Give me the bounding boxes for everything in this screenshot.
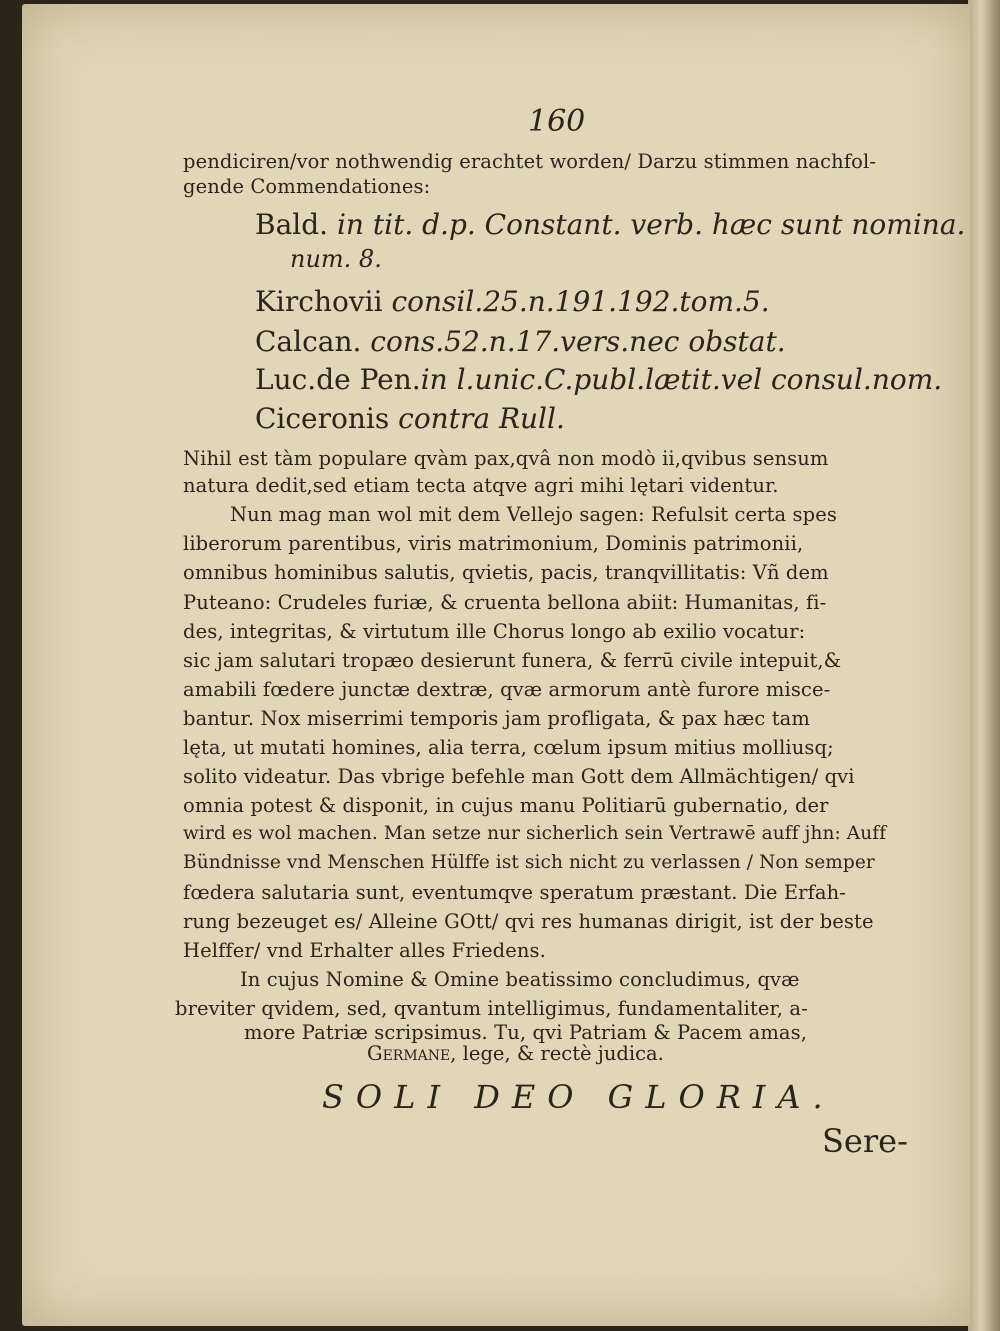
citation-line	[255, 402, 565, 435]
citation-work: in l.unic.C.publ.lætit.vel consul.nom.	[420, 363, 943, 396]
body-line: omnia potest & disponit, in cujus manu Politiarū gubernatio, der	[183, 794, 829, 817]
body-line: Nun mag man wol mit dem Vellejo sagen: Refulsit certa spes	[230, 503, 837, 526]
book-spine-edge	[968, 0, 1000, 1331]
citation-line	[290, 245, 382, 273]
body-line: rung bezeuget es/ Alleine GOtt/ qvi res humanas dirigit, ist der beste	[183, 910, 874, 933]
citation-author: Kirchovii	[255, 285, 383, 318]
closing-line: In cujus Nomine & Omine beatissimo concludimus, qvæ	[240, 968, 800, 991]
body-line: wird es wol machen. Man setze nur sicherlich sein Vertrawē auff jhn: Auff	[183, 823, 887, 844]
citation-line	[255, 208, 965, 241]
citation-author: Ciceronis	[255, 402, 390, 435]
citation-work: in tit. d.p. Constant. verb. hæc sunt nomina.	[336, 208, 966, 241]
body-line: Bündnisse vnd Menschen Hülffe ist sich nicht zu verlassen / Non semper	[183, 852, 875, 873]
motto: SOLI DEO GLORIA.	[322, 1078, 835, 1116]
body-line: fœdera salutaria sunt, eventumqve speratum præstant. Die Erfah-	[183, 881, 846, 904]
body-line: Helffer/ vnd Erhalter alles Friedens.	[183, 939, 546, 962]
body-line: Nihil est tàm populare qvàm pax,qvâ non modò ii,qvibus sensum	[183, 447, 829, 470]
citation-author: Luc.de Pen.	[255, 363, 421, 396]
closing-line: breviter qvidem, sed, qvantum intelligimus, fundamentaliter, a-	[175, 997, 808, 1020]
citation-line	[255, 363, 942, 396]
citation-line	[255, 285, 770, 318]
signature-rest: , lege, & rectè judica.	[450, 1042, 664, 1065]
body-line: des, integritas, & virtutum ille Chorus longo ab exilio vocatur:	[183, 620, 806, 643]
page-number: 160	[528, 104, 586, 139]
citation-work: cons.52.n.17.vers.nec obstat.	[370, 325, 786, 358]
intro-line: pendiciren/vor nothwendig erachtet worden/ Darzu stimmen nachfol-	[183, 150, 877, 173]
signature-name: Germane	[367, 1042, 451, 1065]
body-line: solito videatur. Das vbrige befehle man Gott dem Allmächtigen/ qvi	[183, 765, 855, 788]
intro-line: gende Commendationes:	[183, 175, 431, 198]
catchword: Sere-	[822, 1122, 908, 1160]
citation-author: Bald.	[255, 208, 329, 241]
closing-line: more Patriæ scripsimus. Tu, qvi Patriam & Pacem amas,	[244, 1021, 808, 1044]
citation-work: consil.25.n.191.192.tom.5.	[391, 285, 770, 318]
body-line: omnibus hominibus salutis, qvietis, pacis, tranqvillitatis: Vñ dem	[183, 561, 829, 584]
citation-work: num. 8.	[290, 245, 382, 273]
body-line: amabili fœdere junctæ dextræ, qvæ armorum antè furore misce-	[183, 678, 831, 701]
citation-author: Calcan.	[255, 325, 362, 358]
signature-line	[367, 1042, 664, 1065]
citation-work: contra Rull.	[398, 402, 565, 435]
body-line: natura dedit,sed etiam tecta atqve agri mihi lętari videntur.	[183, 474, 779, 497]
body-line: Puteano: Crudeles furiæ, & cruenta bellona abiit: Humanitas, fi-	[183, 591, 827, 614]
body-line: liberorum parentibus, viris matrimonium, Dominis patrimonii,	[183, 532, 804, 555]
citation-line	[255, 325, 786, 358]
body-line: sic jam salutari tropæo desierunt funera, & ferrū civile intepuit,&	[183, 649, 842, 672]
body-line: lęta, ut mutati homines, alia terra, cœlum ipsum mitius molliusq;	[183, 736, 834, 759]
body-line: bantur. Nox miserrimi temporis jam profligata, & pax hæc tam	[183, 707, 810, 730]
